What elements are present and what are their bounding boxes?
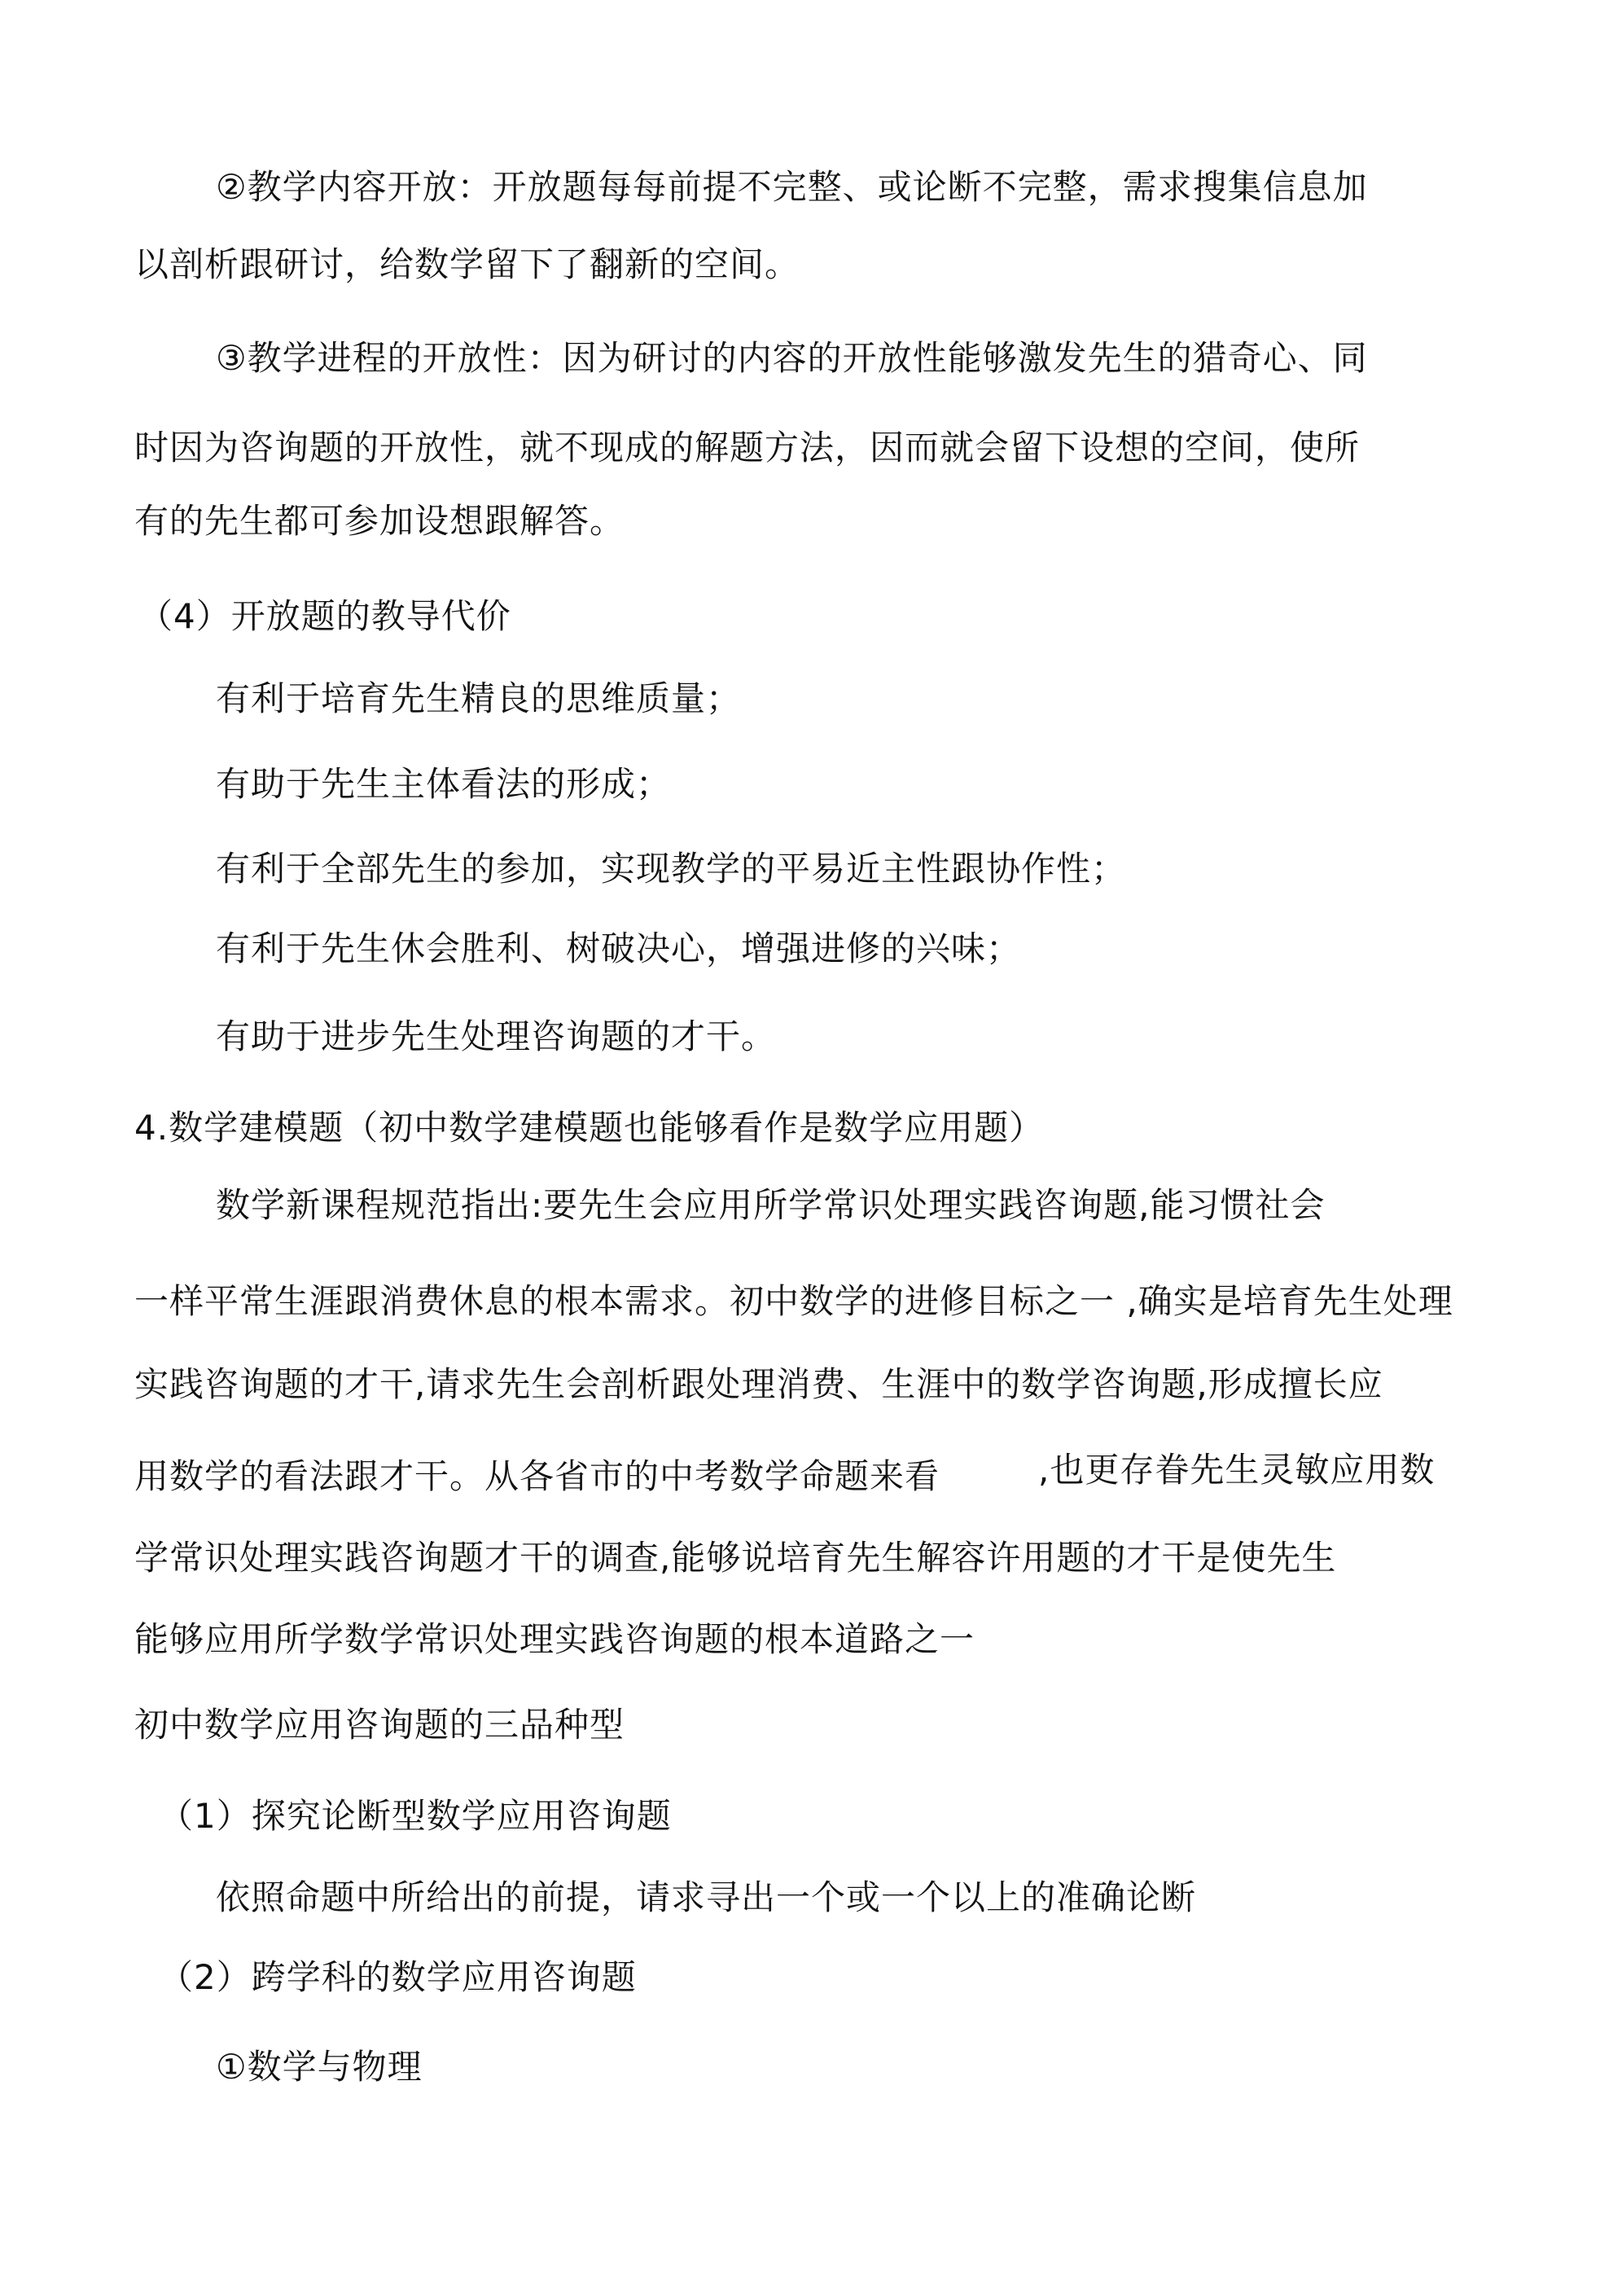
paragraph-line: 一样平常生涯跟消费休息的根本需求。初中数学的进修目标之一 ,确实是培育先生处理 [134, 1281, 1453, 1321]
list-item: 有利于先生休会胜利、树破决心，增强进修的兴味； [216, 928, 1022, 968]
section-heading: （4）开放题的教导代价 [138, 596, 511, 636]
paragraph-line: ③教学进程的开放性：因为研讨的内容的开放性能够激发先生的猎奇心、同 [216, 338, 1368, 378]
paragraph-line: 数学新课程规范指出:要先生会应用所学常识处理实践咨询题,能习惯社会 [216, 1185, 1326, 1225]
section-heading: 初中数学应用咨询题的三品种型 [134, 1705, 625, 1745]
list-item: 有利于培育先生精良的思维质量； [216, 678, 742, 718]
paragraph-line: 实践咨询题的才干,请求先生会剖析跟处理消费、生涯中的数学咨询题,形成擅长应 [134, 1364, 1383, 1404]
paragraph-line: 以剖析跟研讨，给数学留下了翻新的空间。 [134, 244, 800, 284]
list-item: 有助于进步先生处理咨询题的才干。 [216, 1016, 777, 1056]
section-heading: （1）探究论断型数学应用咨询题 [159, 1796, 672, 1836]
paragraph-line: 时因为咨询题的开放性，就不现成的解题方法，因而就会留下设想的空间，使所 [134, 428, 1361, 468]
section-heading: （2）跨学科的数学应用咨询题 [159, 1957, 637, 1997]
section-heading: 4.数学建模题（初中数学建模题也能够看作是数学应用题） [134, 1108, 1045, 1148]
paragraph-line: 依照命题中所给出的前提，请求寻出一个或一个以上的准确论断 [216, 1877, 1197, 1917]
paragraph-line: 用数学的看法跟才干。从各省市的中考数学命题来看 [134, 1456, 940, 1496]
paragraph-line-continuation: ,也更存眷先生灵敏应用数 [1038, 1450, 1436, 1490]
paragraph-line: 能够应用所学数学常识处理实践咨询题的根本道路之一 [134, 1619, 975, 1659]
list-item: ①数学与物理 [216, 2047, 423, 2087]
paragraph-line: 有的先生都可参加设想跟解答。 [134, 501, 625, 541]
list-item: 有利于全部先生的参加，实现教学的平易近主性跟协作性； [216, 849, 1127, 889]
paragraph-line: 学常识处理实践咨询题才干的调查,能够说培育先生解容许用题的才干是使先生 [134, 1538, 1337, 1578]
list-item: 有助于先生主体看法的形成； [216, 764, 672, 804]
paragraph-line: ②教学内容开放：开放题每每前提不完整、或论断不完整，需求搜集信息加 [216, 167, 1368, 207]
